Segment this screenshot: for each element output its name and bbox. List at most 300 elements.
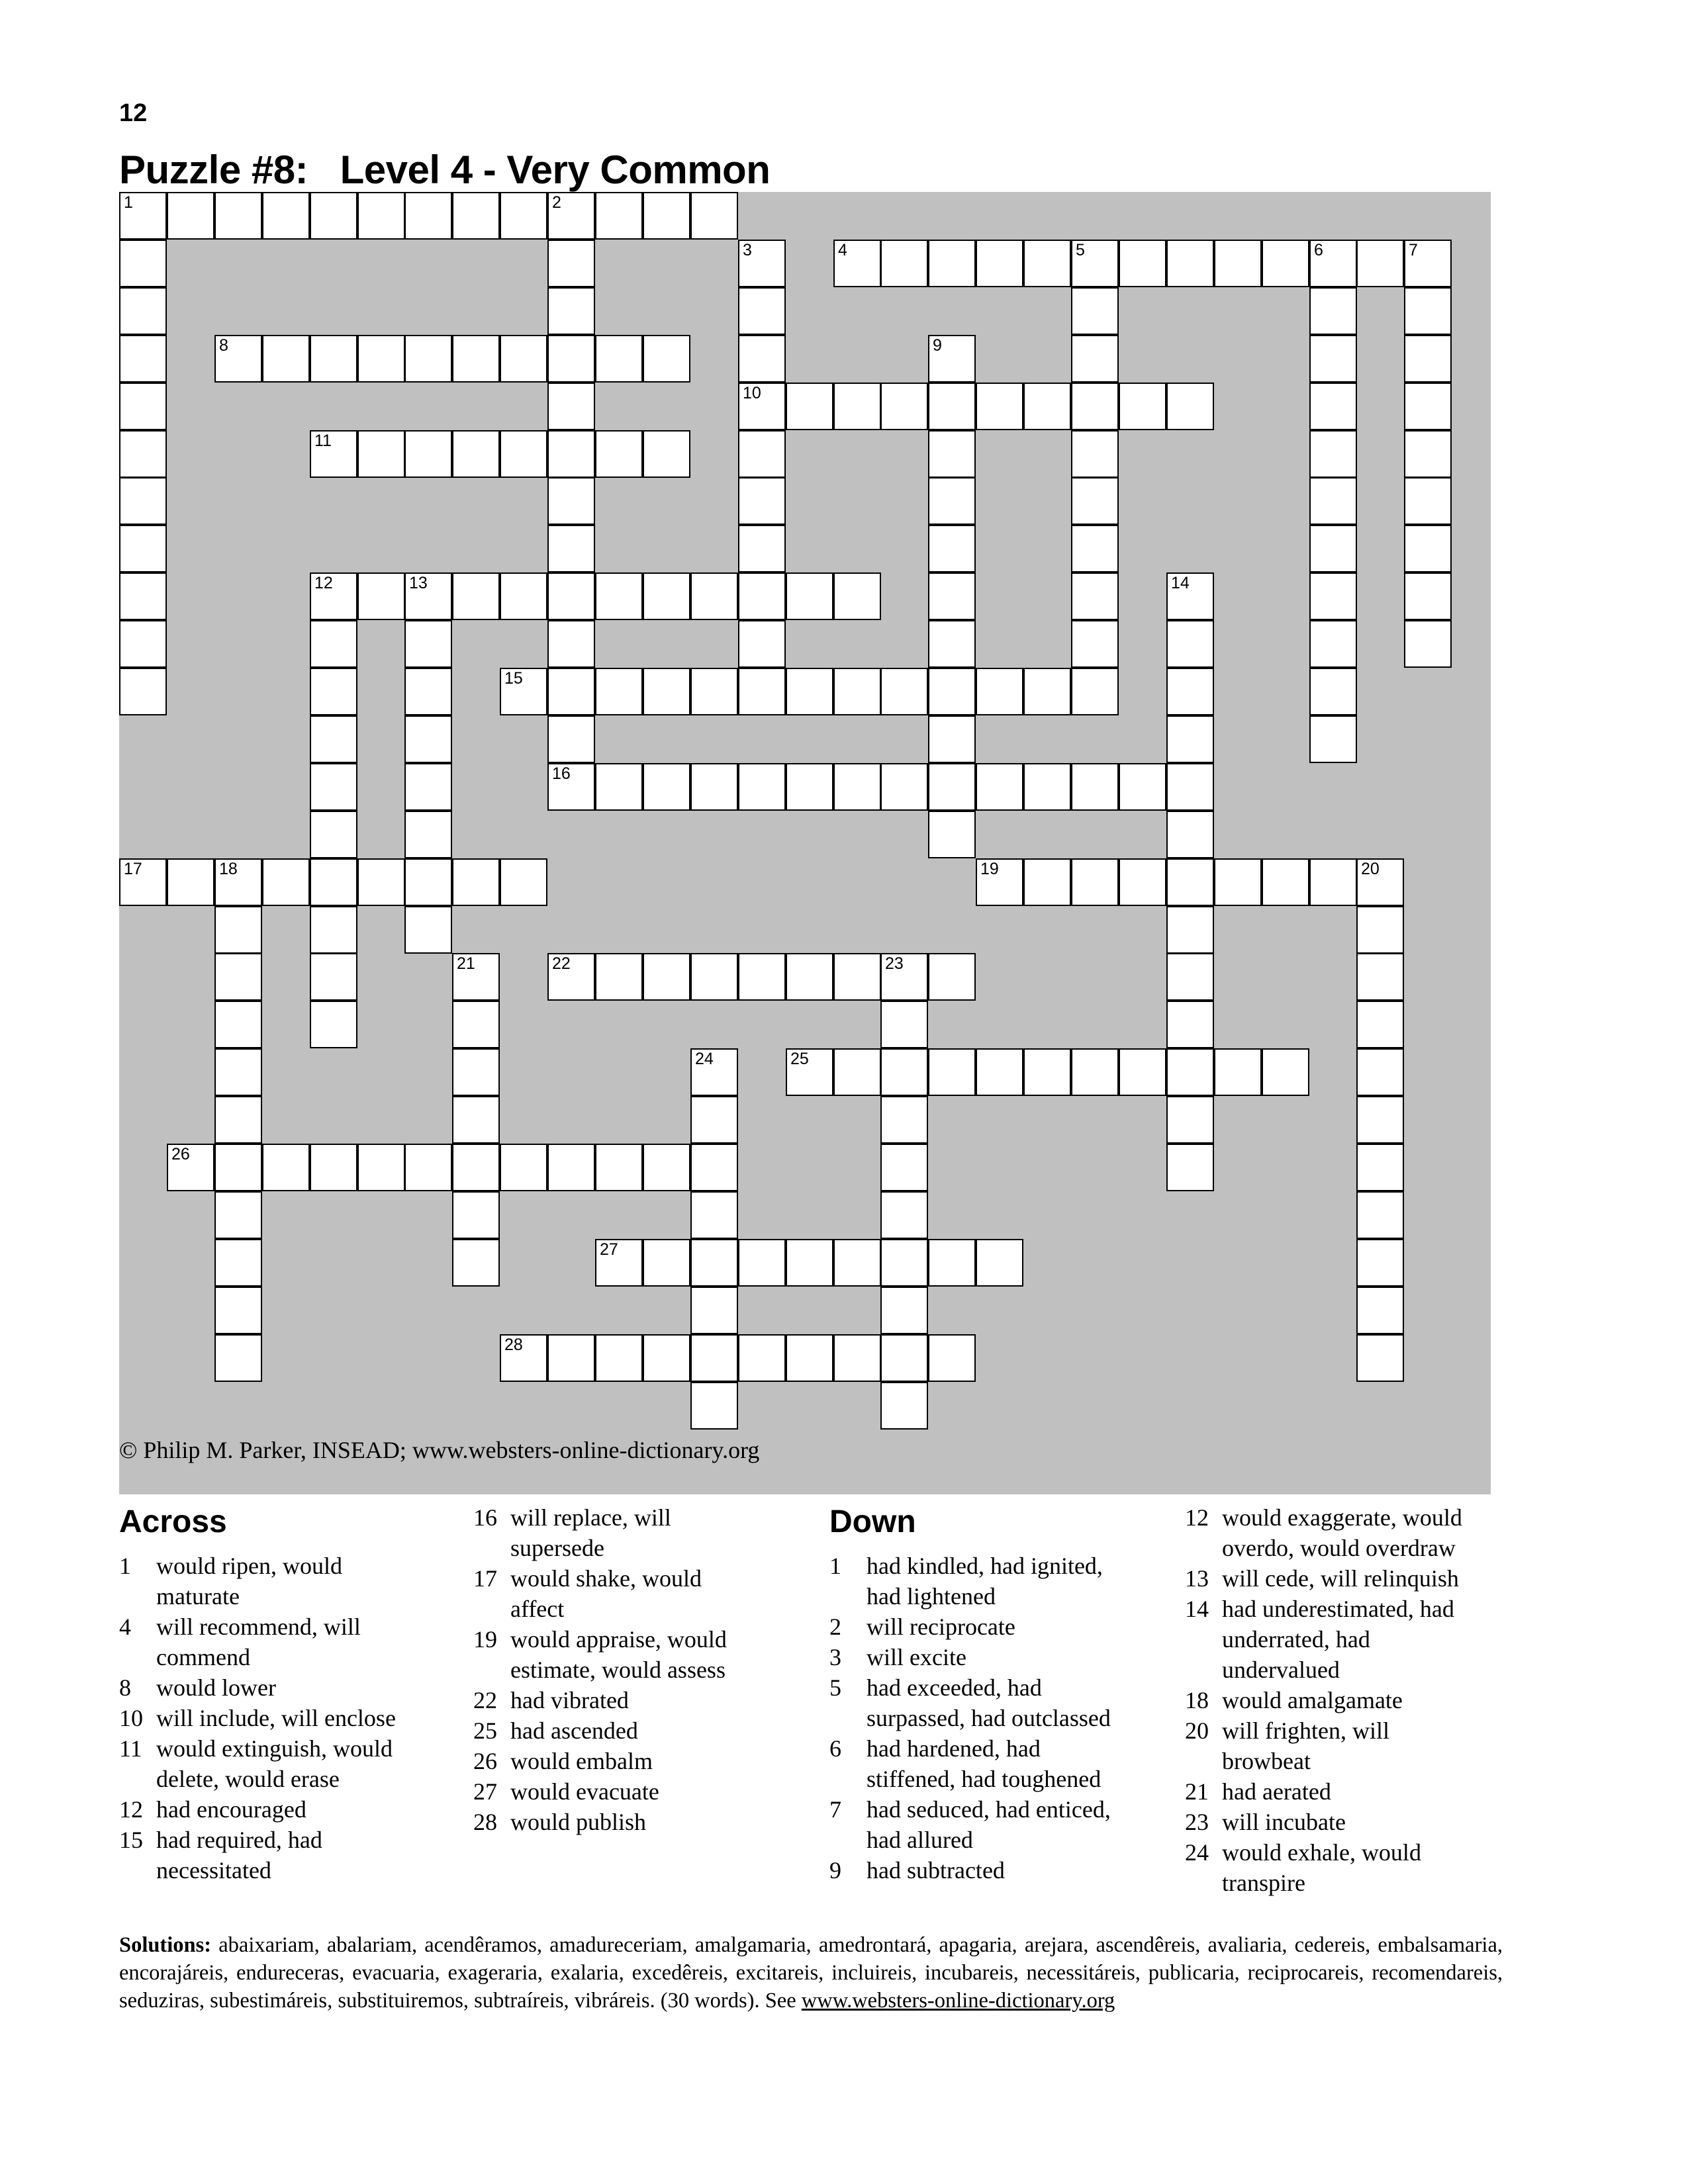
grid-cell[interactable] bbox=[1166, 572, 1214, 620]
grid-cell[interactable] bbox=[690, 1048, 738, 1096]
grid-cell[interactable] bbox=[119, 335, 167, 383]
grid-cell[interactable] bbox=[643, 1144, 690, 1191]
clue-number: 23 bbox=[1185, 1809, 1209, 1835]
grid-cell[interactable] bbox=[452, 1048, 500, 1096]
grid-cell[interactable] bbox=[833, 1239, 881, 1287]
grid-cell[interactable] bbox=[1356, 1191, 1404, 1239]
grid-cell[interactable] bbox=[1166, 240, 1214, 287]
grid-cell[interactable] bbox=[595, 1144, 643, 1191]
clue-text-line: would lower bbox=[156, 1674, 276, 1701]
grid-cell[interactable] bbox=[833, 1334, 881, 1382]
grid-cell[interactable] bbox=[214, 1239, 262, 1287]
grid-cell[interactable] bbox=[1023, 763, 1071, 811]
grid-cell[interactable] bbox=[880, 1001, 928, 1048]
grid-cell[interactable] bbox=[500, 430, 547, 478]
grid-cell[interactable] bbox=[1309, 287, 1357, 335]
clue-text-line: affect bbox=[510, 1596, 565, 1622]
grid-cell[interactable] bbox=[928, 763, 976, 811]
clue-number: 16 bbox=[473, 1504, 497, 1531]
grid-cell[interactable] bbox=[1071, 668, 1119, 715]
grid-cell[interactable] bbox=[1071, 525, 1119, 572]
grid-cell[interactable] bbox=[880, 1096, 928, 1144]
grid-cell[interactable] bbox=[1356, 1239, 1404, 1287]
grid-cell[interactable] bbox=[1214, 240, 1262, 287]
grid-cell[interactable] bbox=[1309, 477, 1357, 525]
grid-cell[interactable] bbox=[1023, 240, 1071, 287]
grid-cell[interactable] bbox=[547, 620, 595, 668]
grid-cell[interactable] bbox=[1262, 858, 1309, 906]
grid-cell[interactable] bbox=[595, 668, 643, 715]
grid-cell[interactable] bbox=[262, 335, 310, 383]
grid-cell[interactable] bbox=[119, 620, 167, 668]
grid-cell[interactable] bbox=[214, 1191, 262, 1239]
grid-cell[interactable] bbox=[547, 335, 595, 383]
grid-cell[interactable] bbox=[547, 953, 595, 1001]
grid-cell[interactable] bbox=[880, 763, 928, 811]
grid-cell[interactable] bbox=[1309, 525, 1357, 572]
grid-cell[interactable] bbox=[928, 1239, 976, 1287]
grid-cell[interactable] bbox=[452, 953, 500, 1001]
grid-cell[interactable] bbox=[928, 477, 976, 525]
grid-cell[interactable] bbox=[547, 668, 595, 715]
grid-cell[interactable] bbox=[547, 715, 595, 763]
grid-cell[interactable] bbox=[452, 1144, 500, 1191]
grid-cell[interactable] bbox=[1356, 1048, 1404, 1096]
grid-cell[interactable] bbox=[404, 192, 452, 240]
grid-cell[interactable] bbox=[310, 1144, 357, 1191]
grid-cell[interactable] bbox=[928, 430, 976, 478]
grid-cell[interactable] bbox=[500, 858, 547, 906]
grid-cell[interactable] bbox=[214, 1096, 262, 1144]
grid-cell[interactable] bbox=[690, 1382, 738, 1430]
grid-cell[interactable] bbox=[310, 572, 357, 620]
grid-cell[interactable] bbox=[738, 287, 786, 335]
grid-cell[interactable] bbox=[738, 668, 786, 715]
cell-number: 4 bbox=[838, 241, 847, 259]
grid-cell[interactable] bbox=[880, 1144, 928, 1191]
grid-cell[interactable] bbox=[786, 572, 833, 620]
website-link[interactable]: www.websters-online-dictionary.org bbox=[801, 1989, 1115, 2013]
grid-cell[interactable] bbox=[643, 572, 690, 620]
grid-cell[interactable] bbox=[1404, 525, 1452, 572]
grid-cell[interactable] bbox=[214, 192, 262, 240]
grid-cell[interactable] bbox=[880, 383, 928, 430]
grid-cell[interactable] bbox=[643, 953, 690, 1001]
grid-cell[interactable] bbox=[1404, 572, 1452, 620]
grid-cell[interactable] bbox=[310, 763, 357, 811]
grid-cell[interactable] bbox=[1166, 953, 1214, 1001]
grid-cell[interactable] bbox=[880, 1287, 928, 1334]
grid-cell[interactable] bbox=[310, 953, 357, 1001]
grid-cell[interactable] bbox=[643, 763, 690, 811]
grid-cell[interactable] bbox=[500, 668, 547, 715]
grid-cell[interactable] bbox=[1071, 477, 1119, 525]
grid-cell[interactable] bbox=[738, 335, 786, 383]
grid-cell[interactable] bbox=[690, 953, 738, 1001]
grid-cell[interactable] bbox=[1166, 1001, 1214, 1048]
grid-cell[interactable] bbox=[976, 1239, 1023, 1287]
grid-cell[interactable] bbox=[404, 620, 452, 668]
grid-cell[interactable] bbox=[404, 811, 452, 858]
grid-cell[interactable] bbox=[928, 620, 976, 668]
grid-cell[interactable] bbox=[1166, 906, 1214, 954]
grid-cell[interactable] bbox=[738, 1239, 786, 1287]
grid-cell[interactable] bbox=[976, 763, 1023, 811]
grid-cell[interactable] bbox=[643, 430, 690, 478]
grid-cell[interactable] bbox=[1214, 858, 1262, 906]
grid-cell[interactable] bbox=[404, 763, 452, 811]
grid-cell[interactable] bbox=[738, 763, 786, 811]
grid-cell[interactable] bbox=[500, 1144, 547, 1191]
grid-cell[interactable] bbox=[547, 287, 595, 335]
grid-cell[interactable] bbox=[976, 668, 1023, 715]
grid-cell[interactable] bbox=[595, 763, 643, 811]
grid-cell[interactable] bbox=[357, 192, 405, 240]
grid-cell[interactable] bbox=[928, 572, 976, 620]
grid-cell[interactable] bbox=[738, 383, 786, 430]
grid-cell[interactable] bbox=[547, 572, 595, 620]
grid-cell[interactable] bbox=[547, 763, 595, 811]
grid-cell[interactable] bbox=[738, 953, 786, 1001]
grid-cell[interactable] bbox=[595, 953, 643, 1001]
grid-cell[interactable] bbox=[452, 1239, 500, 1287]
grid-cell[interactable] bbox=[1166, 1048, 1214, 1096]
grid-cell[interactable] bbox=[547, 477, 595, 525]
grid-cell[interactable] bbox=[452, 1096, 500, 1144]
grid-cell[interactable] bbox=[500, 192, 547, 240]
grid-cell[interactable] bbox=[833, 240, 881, 287]
grid-cell[interactable] bbox=[1119, 858, 1166, 906]
grid-cell[interactable] bbox=[1356, 240, 1404, 287]
grid-cell[interactable] bbox=[928, 668, 976, 715]
grid-cell[interactable] bbox=[690, 1096, 738, 1144]
grid-cell[interactable] bbox=[310, 668, 357, 715]
grid-cell[interactable] bbox=[1166, 1144, 1214, 1191]
grid-cell[interactable] bbox=[1262, 240, 1309, 287]
grid-cell[interactable] bbox=[880, 1382, 928, 1430]
grid-cell[interactable] bbox=[1356, 906, 1404, 954]
grid-cell[interactable] bbox=[880, 1048, 928, 1096]
grid-cell[interactable] bbox=[452, 335, 500, 383]
grid-cell[interactable] bbox=[928, 811, 976, 858]
grid-cell[interactable] bbox=[595, 192, 643, 240]
grid-cell[interactable] bbox=[595, 1239, 643, 1287]
grid-cell[interactable] bbox=[1071, 240, 1119, 287]
grid-cell[interactable] bbox=[1404, 240, 1452, 287]
grid-cell[interactable] bbox=[1309, 240, 1357, 287]
grid-cell[interactable] bbox=[928, 383, 976, 430]
grid-cell[interactable] bbox=[404, 906, 452, 954]
grid-cell[interactable] bbox=[119, 477, 167, 525]
grid-cell[interactable] bbox=[167, 1144, 214, 1191]
grid-cell[interactable] bbox=[119, 525, 167, 572]
grid-cell[interactable] bbox=[786, 763, 833, 811]
grid-cell[interactable] bbox=[1356, 953, 1404, 1001]
grid-cell[interactable] bbox=[833, 1048, 881, 1096]
grid-cell[interactable] bbox=[500, 335, 547, 383]
grid-cell[interactable] bbox=[928, 335, 976, 383]
grid-cell[interactable] bbox=[833, 763, 881, 811]
grid-cell[interactable] bbox=[452, 858, 500, 906]
clue-text-line: delete, would erase bbox=[156, 1766, 340, 1792]
grid-cell[interactable] bbox=[1309, 335, 1357, 383]
grid-cell[interactable] bbox=[357, 430, 405, 478]
grid-cell[interactable] bbox=[643, 192, 690, 240]
grid-cell[interactable] bbox=[310, 1001, 357, 1048]
grid-cell[interactable] bbox=[404, 1144, 452, 1191]
grid-cell[interactable] bbox=[500, 1334, 547, 1382]
grid-cell[interactable] bbox=[214, 1048, 262, 1096]
grid-cell[interactable] bbox=[1023, 1048, 1071, 1096]
grid-cell[interactable] bbox=[976, 1048, 1023, 1096]
grid-cell[interactable] bbox=[976, 383, 1023, 430]
grid-cell[interactable] bbox=[310, 335, 357, 383]
grid-cell[interactable] bbox=[1166, 811, 1214, 858]
grid-cell[interactable] bbox=[1119, 763, 1166, 811]
grid-cell[interactable] bbox=[976, 240, 1023, 287]
grid-cell[interactable] bbox=[595, 1334, 643, 1382]
grid-cell[interactable] bbox=[738, 1334, 786, 1382]
grid-cell[interactable] bbox=[452, 1001, 500, 1048]
grid-cell[interactable] bbox=[928, 715, 976, 763]
grid-cell[interactable] bbox=[547, 240, 595, 287]
grid-cell[interactable] bbox=[643, 668, 690, 715]
clue-text-line: had kindled, had ignited, bbox=[867, 1553, 1103, 1579]
grid-cell[interactable] bbox=[214, 1334, 262, 1382]
grid-cell[interactable] bbox=[119, 430, 167, 478]
grid-cell[interactable] bbox=[1071, 335, 1119, 383]
grid-cell[interactable] bbox=[1023, 668, 1071, 715]
grid-cell[interactable] bbox=[357, 335, 405, 383]
grid-cell[interactable] bbox=[119, 858, 167, 906]
grid-cell[interactable] bbox=[1404, 620, 1452, 668]
grid-cell[interactable] bbox=[738, 525, 786, 572]
grid-cell[interactable] bbox=[928, 1334, 976, 1382]
grid-cell[interactable] bbox=[1309, 620, 1357, 668]
grid-cell[interactable] bbox=[547, 1334, 595, 1382]
grid-cell[interactable] bbox=[880, 953, 928, 1001]
grid-cell[interactable] bbox=[928, 1048, 976, 1096]
grid-cell[interactable] bbox=[643, 335, 690, 383]
grid-cell[interactable] bbox=[1309, 668, 1357, 715]
grid-cell[interactable] bbox=[690, 1144, 738, 1191]
grid-cell[interactable] bbox=[214, 1001, 262, 1048]
grid-cell[interactable] bbox=[833, 953, 881, 1001]
grid-cell[interactable] bbox=[357, 1144, 405, 1191]
grid-cell[interactable] bbox=[738, 572, 786, 620]
clue-number: 15 bbox=[119, 1827, 143, 1853]
grid-cell[interactable] bbox=[643, 1334, 690, 1382]
grid-cell[interactable] bbox=[1166, 620, 1214, 668]
grid-cell[interactable] bbox=[833, 383, 881, 430]
grid-cell[interactable] bbox=[738, 620, 786, 668]
grid-cell[interactable] bbox=[547, 1144, 595, 1191]
grid-cell[interactable] bbox=[262, 858, 310, 906]
grid-cell[interactable] bbox=[786, 953, 833, 1001]
grid-cell[interactable] bbox=[357, 572, 405, 620]
grid-cell[interactable] bbox=[310, 811, 357, 858]
grid-cell[interactable] bbox=[1119, 1048, 1166, 1096]
grid-cell[interactable] bbox=[310, 620, 357, 668]
grid-cell[interactable] bbox=[833, 668, 881, 715]
grid-cell[interactable] bbox=[643, 1239, 690, 1287]
grid-cell[interactable] bbox=[1166, 858, 1214, 906]
grid-cell[interactable] bbox=[1309, 572, 1357, 620]
grid-cell[interactable] bbox=[357, 858, 405, 906]
grid-cell[interactable] bbox=[833, 572, 881, 620]
grid-cell[interactable] bbox=[1404, 335, 1452, 383]
grid-cell[interactable] bbox=[1071, 572, 1119, 620]
grid-cell[interactable] bbox=[1404, 383, 1452, 430]
grid-cell[interactable] bbox=[547, 430, 595, 478]
grid-cell[interactable] bbox=[1309, 430, 1357, 478]
grid-cell[interactable] bbox=[119, 287, 167, 335]
grid-cell[interactable] bbox=[119, 668, 167, 715]
grid-cell[interactable] bbox=[310, 906, 357, 954]
grid-cell[interactable] bbox=[310, 430, 357, 478]
grid-cell[interactable] bbox=[1309, 858, 1357, 906]
grid-cell[interactable] bbox=[214, 1144, 262, 1191]
grid-cell[interactable] bbox=[1356, 1287, 1404, 1334]
grid-cell[interactable] bbox=[1166, 715, 1214, 763]
page-number: 12 bbox=[119, 99, 148, 127]
grid-cell[interactable] bbox=[1119, 240, 1166, 287]
grid-cell[interactable] bbox=[1166, 383, 1214, 430]
grid-cell[interactable] bbox=[452, 192, 500, 240]
grid-cell[interactable] bbox=[404, 858, 452, 906]
clue-text-line: had ascended bbox=[510, 1717, 638, 1744]
clue-text-line: will replace, will bbox=[510, 1504, 671, 1531]
grid-cell[interactable] bbox=[1166, 1096, 1214, 1144]
grid-cell[interactable] bbox=[167, 858, 214, 906]
grid-cell[interactable] bbox=[1404, 477, 1452, 525]
grid-cell[interactable] bbox=[1071, 858, 1119, 906]
grid-cell[interactable] bbox=[976, 858, 1023, 906]
grid-cell[interactable] bbox=[214, 1287, 262, 1334]
grid-cell[interactable] bbox=[595, 572, 643, 620]
grid-cell[interactable] bbox=[786, 383, 833, 430]
grid-cell[interactable] bbox=[214, 858, 262, 906]
across-clue-16 bbox=[473, 1502, 727, 1563]
grid-cell[interactable] bbox=[786, 1048, 833, 1096]
grid-cell[interactable] bbox=[404, 572, 452, 620]
across-clue-27 bbox=[473, 1776, 727, 1807]
grid-cell[interactable] bbox=[214, 906, 262, 954]
grid-cell[interactable] bbox=[690, 763, 738, 811]
grid-cell[interactable] bbox=[310, 715, 357, 763]
grid-cell[interactable] bbox=[1214, 1048, 1262, 1096]
grid-cell[interactable] bbox=[310, 192, 357, 240]
grid-cell[interactable] bbox=[786, 1334, 833, 1382]
grid-cell[interactable] bbox=[880, 1191, 928, 1239]
grid-cell[interactable] bbox=[880, 668, 928, 715]
crossword-grid bbox=[119, 192, 1491, 1494]
grid-cell[interactable] bbox=[690, 1334, 738, 1382]
grid-cell[interactable] bbox=[1356, 1096, 1404, 1144]
grid-cell[interactable] bbox=[1071, 763, 1119, 811]
grid-cell[interactable] bbox=[404, 715, 452, 763]
grid-cell[interactable] bbox=[1262, 1048, 1309, 1096]
grid-cell[interactable] bbox=[595, 430, 643, 478]
grid-cell[interactable] bbox=[1023, 383, 1071, 430]
grid-cell[interactable] bbox=[880, 1239, 928, 1287]
grid-cell[interactable] bbox=[786, 668, 833, 715]
grid-cell[interactable] bbox=[928, 525, 976, 572]
down-clue-12 bbox=[1185, 1502, 1462, 1563]
grid-cell[interactable] bbox=[500, 572, 547, 620]
grid-cell[interactable] bbox=[214, 953, 262, 1001]
grid-cell[interactable] bbox=[262, 192, 310, 240]
grid-cell[interactable] bbox=[119, 572, 167, 620]
grid-cell[interactable] bbox=[547, 192, 595, 240]
grid-cell[interactable] bbox=[690, 192, 738, 240]
grid-cell[interactable] bbox=[1023, 858, 1071, 906]
grid-cell[interactable] bbox=[690, 668, 738, 715]
grid-cell[interactable] bbox=[690, 1287, 738, 1334]
grid-cell[interactable] bbox=[262, 1144, 310, 1191]
grid-cell[interactable] bbox=[690, 1239, 738, 1287]
grid-cell[interactable] bbox=[1166, 668, 1214, 715]
grid-cell[interactable] bbox=[1309, 383, 1357, 430]
clue-number: 18 bbox=[1185, 1687, 1209, 1713]
grid-cell[interactable] bbox=[880, 1334, 928, 1382]
grid-cell[interactable] bbox=[1404, 287, 1452, 335]
grid-cell[interactable] bbox=[1166, 763, 1214, 811]
grid-cell[interactable] bbox=[738, 430, 786, 478]
grid-cell[interactable] bbox=[1071, 1048, 1119, 1096]
grid-cell[interactable] bbox=[547, 383, 595, 430]
grid-cell[interactable] bbox=[880, 240, 928, 287]
grid-cell[interactable] bbox=[595, 335, 643, 383]
grid-cell[interactable] bbox=[690, 1191, 738, 1239]
grid-cell[interactable] bbox=[928, 953, 976, 1001]
grid-cell[interactable] bbox=[1356, 1144, 1404, 1191]
grid-cell[interactable] bbox=[1356, 1334, 1404, 1382]
grid-cell[interactable] bbox=[690, 572, 738, 620]
grid-cell[interactable] bbox=[404, 335, 452, 383]
down-clue-9 bbox=[829, 1855, 1111, 1886]
grid-cell[interactable] bbox=[738, 240, 786, 287]
grid-cell[interactable] bbox=[1119, 383, 1166, 430]
grid-cell[interactable] bbox=[452, 1191, 500, 1239]
grid-cell[interactable] bbox=[119, 192, 167, 240]
grid-cell[interactable] bbox=[738, 477, 786, 525]
grid-cell[interactable] bbox=[1071, 620, 1119, 668]
grid-cell[interactable] bbox=[1071, 383, 1119, 430]
grid-cell[interactable] bbox=[452, 572, 500, 620]
grid-cell[interactable] bbox=[404, 430, 452, 478]
grid-cell[interactable] bbox=[1071, 287, 1119, 335]
grid-cell[interactable] bbox=[404, 668, 452, 715]
grid-cell[interactable] bbox=[452, 430, 500, 478]
grid-cell[interactable] bbox=[1356, 858, 1404, 906]
grid-cell[interactable] bbox=[119, 383, 167, 430]
grid-cell[interactable] bbox=[786, 1239, 833, 1287]
grid-cell[interactable] bbox=[119, 240, 167, 287]
grid-cell[interactable] bbox=[1356, 1001, 1404, 1048]
grid-cell[interactable] bbox=[167, 192, 214, 240]
grid-cell[interactable] bbox=[547, 525, 595, 572]
grid-cell[interactable] bbox=[1309, 715, 1357, 763]
clue-text-line: stiffened, had toughened bbox=[867, 1766, 1102, 1792]
grid-cell[interactable] bbox=[1404, 430, 1452, 478]
grid-cell[interactable] bbox=[214, 335, 262, 383]
grid-cell[interactable] bbox=[310, 858, 357, 906]
down-clue-7 bbox=[829, 1794, 1111, 1855]
grid-cell[interactable] bbox=[928, 240, 976, 287]
grid-cell[interactable] bbox=[1071, 430, 1119, 478]
clue-text-line: would extinguish, would bbox=[156, 1735, 393, 1762]
